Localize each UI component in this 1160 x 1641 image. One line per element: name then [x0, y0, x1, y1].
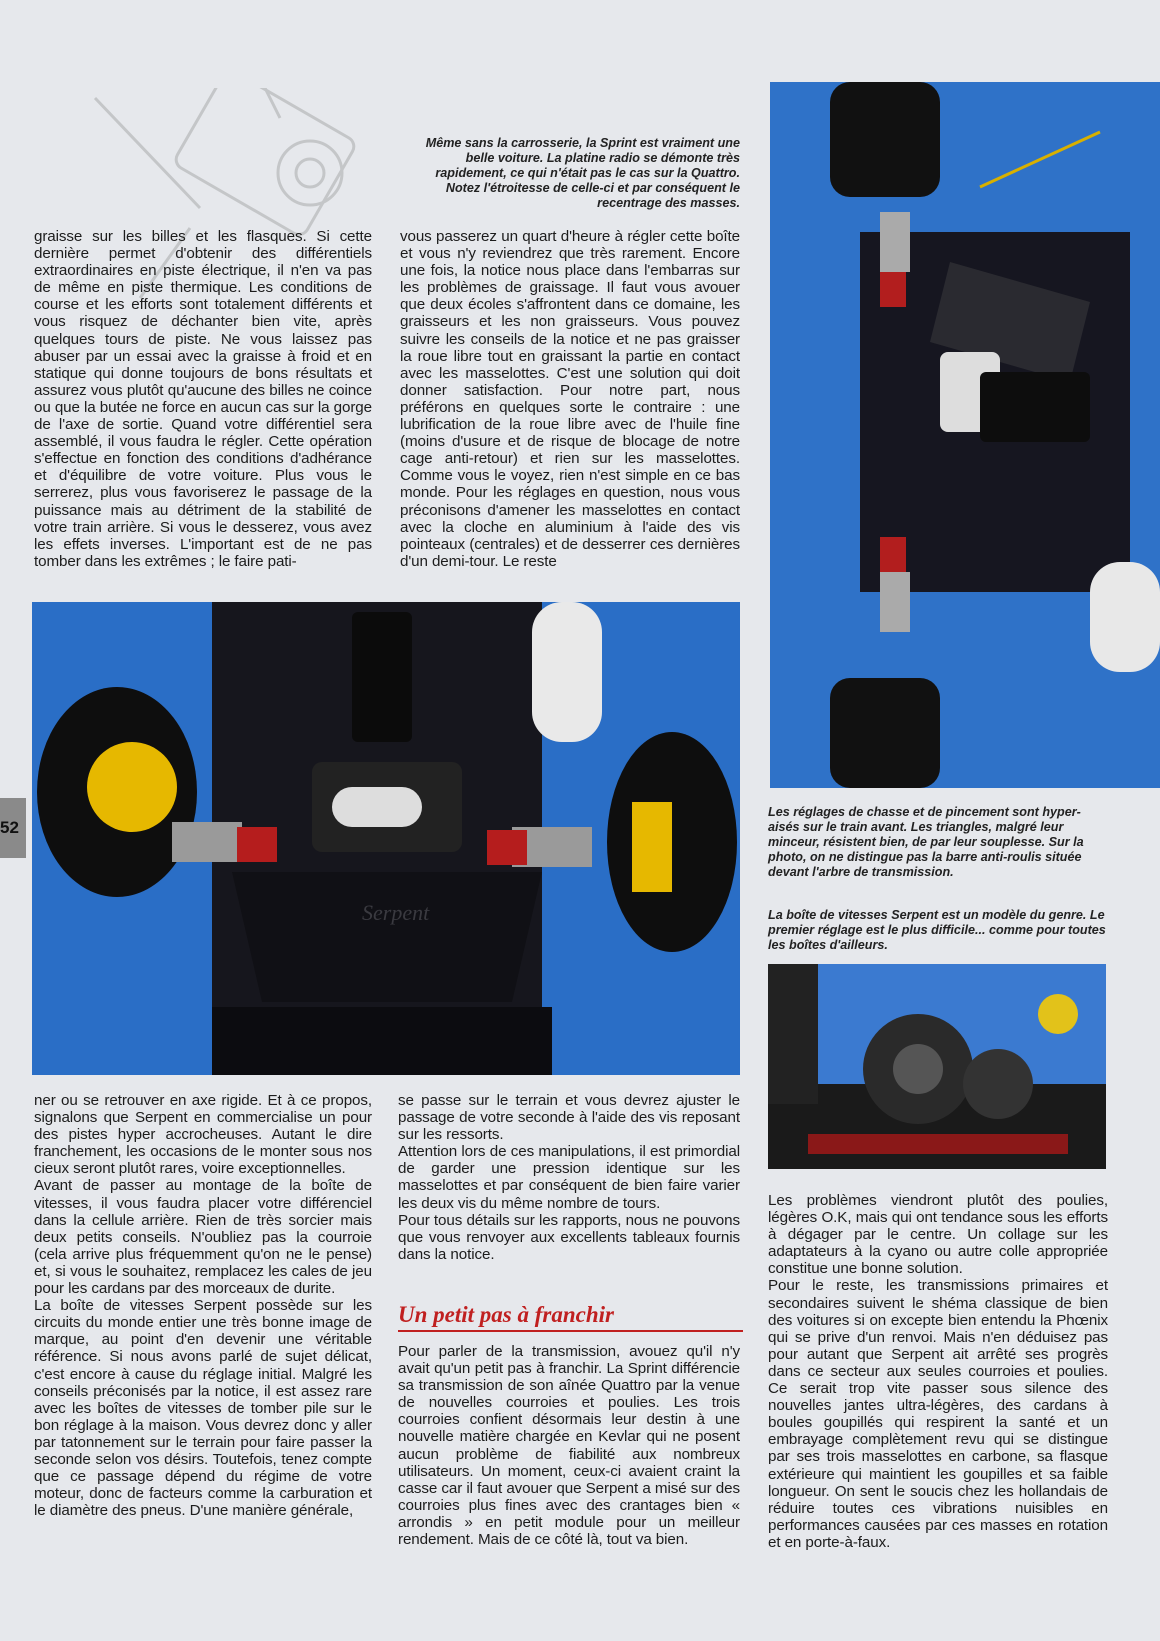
paragraph: vous passerez un quart d'heure à régler cette boîte et vous n'y reviendrez que très rarement. Encore une fois, la notice nous place dans l'embarras sur les problèmes de graissage. Il faut vous avouer que deux écoles s'affrontent dans ce domaine, les graisseurs et les non graisseurs. Vous pouvez suivre les conseils de la notice et ne pas graisser la roue libre tout en graissant la partie en contact avec les masselottes. C'est une solution qui doit donner satisfaction. Pour notre part, nous préférons en quelques sorte le contraire : une lubrification de la roue libre avec de l'huile fine (moins d'usure et de risque de blocage de notre cage anti-retour) et rien sur les masselottes. Comme vous le voyez, rien n'est simple en ce bas monde. Pour les réglages en question, nous vous préconisons d'amener les masselottes en contact avec la cloche en aluminium à l'aide des vis pointeaux (centrales) et de desserrer ces dernières d'un demi-tour. Le reste	[400, 228, 740, 570]
caption-gearbox: La boîte de vitesses Serpent est un modèle du genre. Le premier réglage est le plus difficile... comme pour toutes les boîtes d'ailleurs.	[768, 908, 1106, 952]
paragraph: Pour parler de la transmission, avouez qu'il n'y avait qu'un petit pas à franchir. La Sprint différencie sa transmission de son aînée Quattro par la venue de nouvelles courroies et poulies. Les trois courroies confient désormais leur destin à une nouvelle matière chargée en Kevlar qui ne posent aucun problème de fiabilité aux nombreux utilisateurs. Un moment, ceux-ci avaient craint la casse car il faut avouer que Serpent a misé sur des courroies plus fines avec des crantages bien « arrondis » en petit module pour un meilleur rendement. Mais de ce côté là, tout va bien.	[398, 1343, 740, 1549]
column-2-top	[400, 228, 740, 586]
caption-right-photo: Les réglages de chasse et de pincement sont hyper-aisés sur le train avant. Les triangles, malgré leur minceur, résistent bien, de par leur souplesse. Sur la photo, on ne distingue pas la barre anti-roulis située devant l'arbre de transmission.	[768, 805, 1084, 879]
caption-top: Même sans la carrosserie, la Sprint est vraiment une belle voiture. La platine radio se démonte très rapidement, ce qui n'était pas le cas sur la Quattro. Notez l'étroitesse de celle-ci et par conséquent le recentrage des masses.	[425, 136, 740, 210]
paragraph: ner ou se retrouver en axe rigide. Et à ce propos, signalons que Serpent en commercialise un pour des pistes hyper accrocheuses. Autant le dire franchement, les occasions de le monter sous nos cieux seront plutôt rares, voire exceptionnelles.	[34, 1092, 372, 1178]
paragraph: La boîte de vitesses Serpent possède sur les circuits du monde entier une très bonne image de marque, au point d'en devenir une véritable référence. Si nous avons parlé de sujet délicat, c'est encore à cause du réglage initial. Malgré les conseils préconisés par la notice, il est assez rare avec les boîtes de vitesses de tomber pile sur le bon réglage à la maison. Vous devrez donc y aller par tatonnement sur le terrain pour faire passer la seconde selon vos désirs. Toutefois, tenez compte que ce passage dépend du régime de votre moteur, donc de facteurs comme la carburation et le diamètre des pneus. D'une manière générale,	[34, 1297, 372, 1520]
paragraph: Les problèmes viendront plutôt des poulies, légères O.K, mais qui ont tendance sous les efforts à dégager par le centre. Un collage sur les adaptateurs à la cyano ou autre colle appropriée constitue une bonne solution.	[768, 1192, 1108, 1278]
photo-gearbox	[768, 964, 1106, 1169]
page-number: 52	[0, 798, 26, 858]
paragraph: Avant de passer au montage de la boîte de vitesses, il vous faudra placer votre différenciel dans la cellule arrière. Rien de très sorcier mais deux petits conseils. N'oubliez pas la courroie (cela arrive plus fréquemment qu'on ne le pense) et, si vous le souhaitez, remplacez les cales de jeu pour les cardans par des morceaux de durite.	[34, 1177, 372, 1298]
paragraph: Pour tous détails sur les rapports, nous ne pouvons que vous renvoyer aux excellents tableaux fournis dans la notice.	[398, 1211, 740, 1263]
chassis-logo-text: Serpent	[362, 900, 430, 925]
paragraph: Attention lors de ces manipulations, il est primordial de garder une pression identique sur les masselottes et par conséquent de bien faire varier les deux vis du même nombre de tours.	[398, 1143, 740, 1212]
column-1-bottom	[34, 1092, 372, 1592]
column-2-heading-text	[398, 1343, 740, 1593]
column-3-bottom	[768, 1192, 1108, 1592]
paragraph: Pour le reste, les transmissions primaires et secondaires suivent le shéma classique de bien des voitures si on excepte bien entendu la Phœnix qui se prive d'un renvoi. Mais n'en déduisez pas pour autant que Serpent ait arrêté ses progrès dans ce secteur aux seules courroies et poulies. Ce serait trop vite passer sous silence des nouvelles jantes ultra-légères, des cardans à boules goupillés qui respirent la santé et un embrayage complètement revu qui se distingue par ses trois masselottes en carbone, sa flasque extérieure qui maintient les goupilles et sa faible longueur. On sent le soucis chez les hollandais de réduire toutes ces vibrations nuisibles en performances causées par ces masses en rotation et en porte-à-faux.	[768, 1277, 1108, 1551]
column-2-bottom	[398, 1092, 740, 1287]
column-1-top	[34, 228, 372, 586]
paragraph: se passe sur le terrain et vous devrez ajuster le passage de votre seconde à l'aide des vis reposant sur les ressorts.	[398, 1092, 740, 1144]
photo-front-suspension	[770, 82, 1160, 788]
paragraph: graisse sur les billes et les flasques. Si cette dernière permet d'obtenir des différentiels extraordinaires en piste électrique, il n'en va pas de même en piste thermique. Les conditions de course et les efforts sont totalement différents et vous risquez de déchanter bien vite, après quelques tours de piste. Ne vous laissez pas abuser par un essai avec la graisse à froid et en statique qui donne toujours de bons résultats et assurez vous plutôt qu'aucune des billes ne coince ou que la butée ne force en aucun cas sur la gorge de l'axe de sortie. Quand votre différentiel sera assemblé, il vous faudra le régler. Cette opération s'effectue en fonction des conditions d'adhérance et d'équilibre de votre voiture. Plus vous le serrerez, plus vous favoriserez le passage de la puissance mais au détriment de la stabilité de votre train arrière. Si vous le desserez, vous avez les effets inverses. L'important est de ne pas tomber dans les extrêmes ; le faire pati-	[34, 228, 372, 570]
photo-rear-chassis	[32, 602, 740, 1075]
section-heading: Un petit pas à franchir	[398, 1302, 743, 1332]
